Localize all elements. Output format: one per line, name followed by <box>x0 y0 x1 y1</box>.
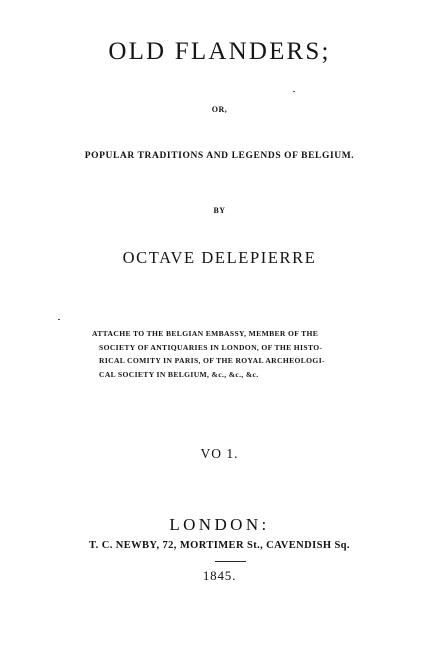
author-name: OCTAVE DELEPIERRE <box>122 248 317 267</box>
publication-city: LONDON: <box>169 515 270 534</box>
volume-number: VO 1. <box>200 446 239 461</box>
credentials-line: ATTACHE TO THE BELGIAN EMBASSY, MEMBER OF THE <box>92 329 319 338</box>
imprint-rule <box>215 561 246 562</box>
publication-year: 1845. <box>202 568 237 583</box>
by-label: BY <box>213 206 226 215</box>
credentials-line: CAL SOCIETY IN BELGIUM, &c., &c., &c. <box>99 369 259 379</box>
book-title: OLD FLANDERS; <box>108 38 331 65</box>
print-speck <box>58 319 60 320</box>
or-connector: OR, <box>211 105 228 114</box>
publisher-imprint: T. C. NEWBY, 72, MORTIMER St., CAVENDISH Sq. <box>89 540 350 551</box>
credentials-line: RICAL COMITY IN PARIS, OF THE ROYAL ARCHEOLOGI- <box>99 356 325 365</box>
book-subtitle: POPULAR TRADITIONS AND LEGENDS OF BELGIUM. <box>84 151 355 161</box>
author-credentials <box>92 327 392 381</box>
print-speck <box>293 91 295 92</box>
credentials-line: SOCIETY OF ANTIQUARIES IN LONDON, OF THE HISTO- <box>99 342 323 352</box>
